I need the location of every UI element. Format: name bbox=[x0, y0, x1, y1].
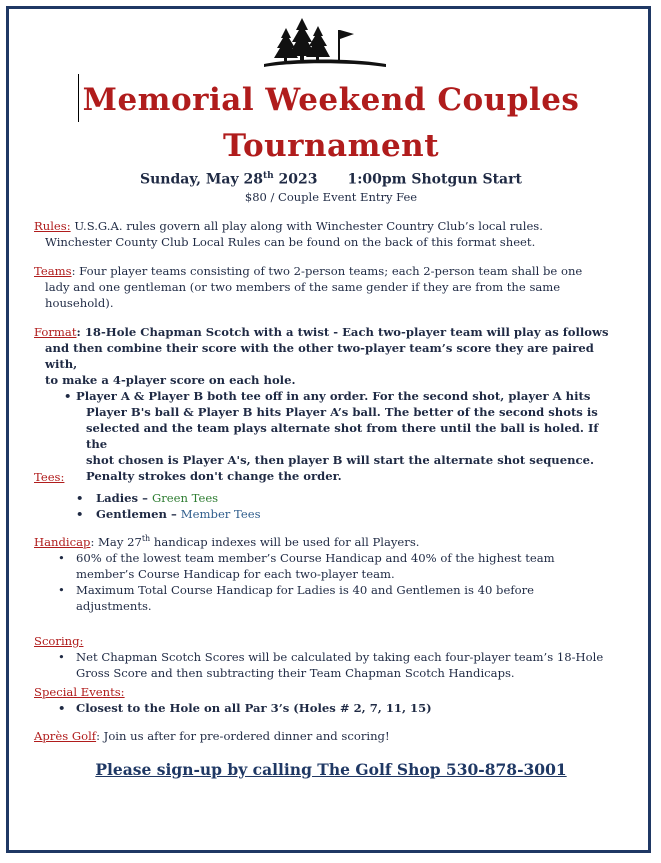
format-line-2: and then combine their score with the other two-player team’s score they are paired with, bbox=[45, 341, 594, 371]
scoring-bullet: • Net Chapman Scotch Scores will be calculated by taking each four-player team’s 18-Hole Gross Score and then subtracting their Team Chapman Scotch Handicaps. bbox=[34, 649, 609, 681]
ladies-tee: Green Tees bbox=[151, 491, 219, 505]
format-bullet-line: Penalty strokes don't change the order. bbox=[86, 469, 342, 483]
event-date: Sunday, May 28 bbox=[140, 171, 263, 188]
rules-section bbox=[34, 218, 609, 250]
handicap-section bbox=[34, 531, 609, 614]
event-date-time bbox=[36, 171, 626, 188]
special-events-item: • Closest to the Hole on all Par 3’s (Holes # 2, 7, 11, 15) bbox=[58, 701, 432, 715]
gentlemen-tee: Member Tees bbox=[180, 507, 261, 521]
handicap-intro: : May 27 bbox=[90, 534, 142, 549]
format-line-1: : 18-Hole Chapman Scotch with a twist - Each two-player team will play as follows bbox=[76, 325, 609, 339]
format-line-3: to make a 4-player score on each hole. bbox=[45, 373, 296, 387]
format-label: Format bbox=[34, 325, 77, 339]
handicap-bullet-2: • Maximum Total Course Handicap for Ladies is 40 and Gentlemen is 40 before adjustments. bbox=[34, 582, 609, 614]
format-bullet-line: Player A & Player B both tee off in any order. For the second shot, player A hits bbox=[76, 389, 591, 403]
date-suffix: th bbox=[262, 171, 274, 181]
teams-label: Teams bbox=[34, 264, 72, 278]
handicap-bullet-1: • 60% of the lowest team member’s Course Handicap and 40% of the highest team member’s Course Handicap for each two-player team. bbox=[34, 550, 609, 582]
start-time: 1:00pm Shotgun Start bbox=[347, 171, 522, 188]
title-line-2: Tournament bbox=[222, 128, 440, 164]
special-events-label: Special Events: bbox=[34, 685, 125, 699]
handicap-sup: th bbox=[141, 534, 151, 543]
teams-line-2: lady and one gentleman (or two members of the same gender if they are from the same bbox=[45, 280, 561, 294]
handicap-b1-line-2: member’s Course Handicap for each two-player team. bbox=[76, 566, 395, 581]
event-year: 2023 bbox=[278, 171, 318, 188]
format-bullet-line: selected and the team plays alternate shot from there until the ball is holed. If the bbox=[86, 421, 599, 451]
title-line-1: Memorial Weekend Couples bbox=[82, 82, 580, 118]
handicap-b1-line-1: 60% of the lowest team member’s Course Handicap and 40% of the highest team bbox=[76, 550, 555, 565]
scoring-line-1: Net Chapman Scotch Scores will be calculated by taking each four-player team’s 18-Hole bbox=[76, 650, 604, 664]
rules-line-2: Winchester County Club Local Rules can be found on the back of this format sheet. bbox=[45, 235, 536, 249]
special-events-section bbox=[34, 684, 609, 716]
format-section bbox=[34, 324, 609, 484]
gentlemen-prefix: Gentlemen – bbox=[96, 507, 181, 521]
bullet-dot: • bbox=[64, 389, 72, 403]
tees-ladies: • Ladies – Green Tees bbox=[76, 491, 219, 505]
format-bullet-line: shot chosen is Player A's, then player B will start the alternate shot sequence. bbox=[86, 453, 595, 467]
scoring-line-2: Gross Score and then subtracting their Team Chapman Scotch Handicaps. bbox=[76, 666, 515, 680]
rules-label: Rules: bbox=[34, 219, 71, 233]
handicap-b2-line-1: Maximum Total Course Handicap for Ladies is 40 and Gentlemen is 40 before bbox=[76, 582, 534, 597]
scoring-section bbox=[34, 633, 609, 681]
tees-label: Tees: bbox=[34, 470, 65, 484]
ladies-prefix: Ladies – bbox=[96, 491, 152, 505]
format-bullet-line: Player B's ball & Player B hits Player A’s ball. The better of the second shots is bbox=[86, 405, 598, 419]
apres-golf-text: : Join us after for pre-ordered dinner and scoring! bbox=[96, 729, 390, 743]
special-events-text: Closest to the Hole on all Par 3’s (Holes # 2, 7, 11, 15) bbox=[76, 701, 432, 715]
handicap-label: Handicap bbox=[34, 534, 91, 549]
signup-link[interactable]: Please sign-up by calling The Golf Shop 530-878-3001 bbox=[95, 760, 567, 779]
handicap-b2-line-2: adjustments. bbox=[76, 598, 152, 613]
pine-trees-flag-logo bbox=[262, 14, 388, 70]
rules-line-1: U.S.G.A. rules govern all play along with Winchester Country Club’s local rules. bbox=[74, 219, 543, 233]
apres-golf-section bbox=[34, 728, 609, 744]
teams-line-1: : Four player teams consisting of two 2-person teams; each 2-person team shall be one bbox=[71, 264, 583, 278]
tees-gentlemen: • Gentlemen – Member Tees bbox=[76, 507, 261, 521]
entry-fee: $80 / Couple Event Entry Fee bbox=[244, 190, 418, 204]
scoring-label: Scoring: bbox=[34, 634, 84, 648]
tees-section bbox=[34, 469, 609, 522]
apres-golf-label: Après Golf bbox=[34, 729, 97, 743]
handicap-intro-2: handicap indexes will be used for all Players. bbox=[150, 534, 420, 549]
teams-section bbox=[34, 263, 609, 311]
teams-line-3: household). bbox=[45, 296, 114, 310]
